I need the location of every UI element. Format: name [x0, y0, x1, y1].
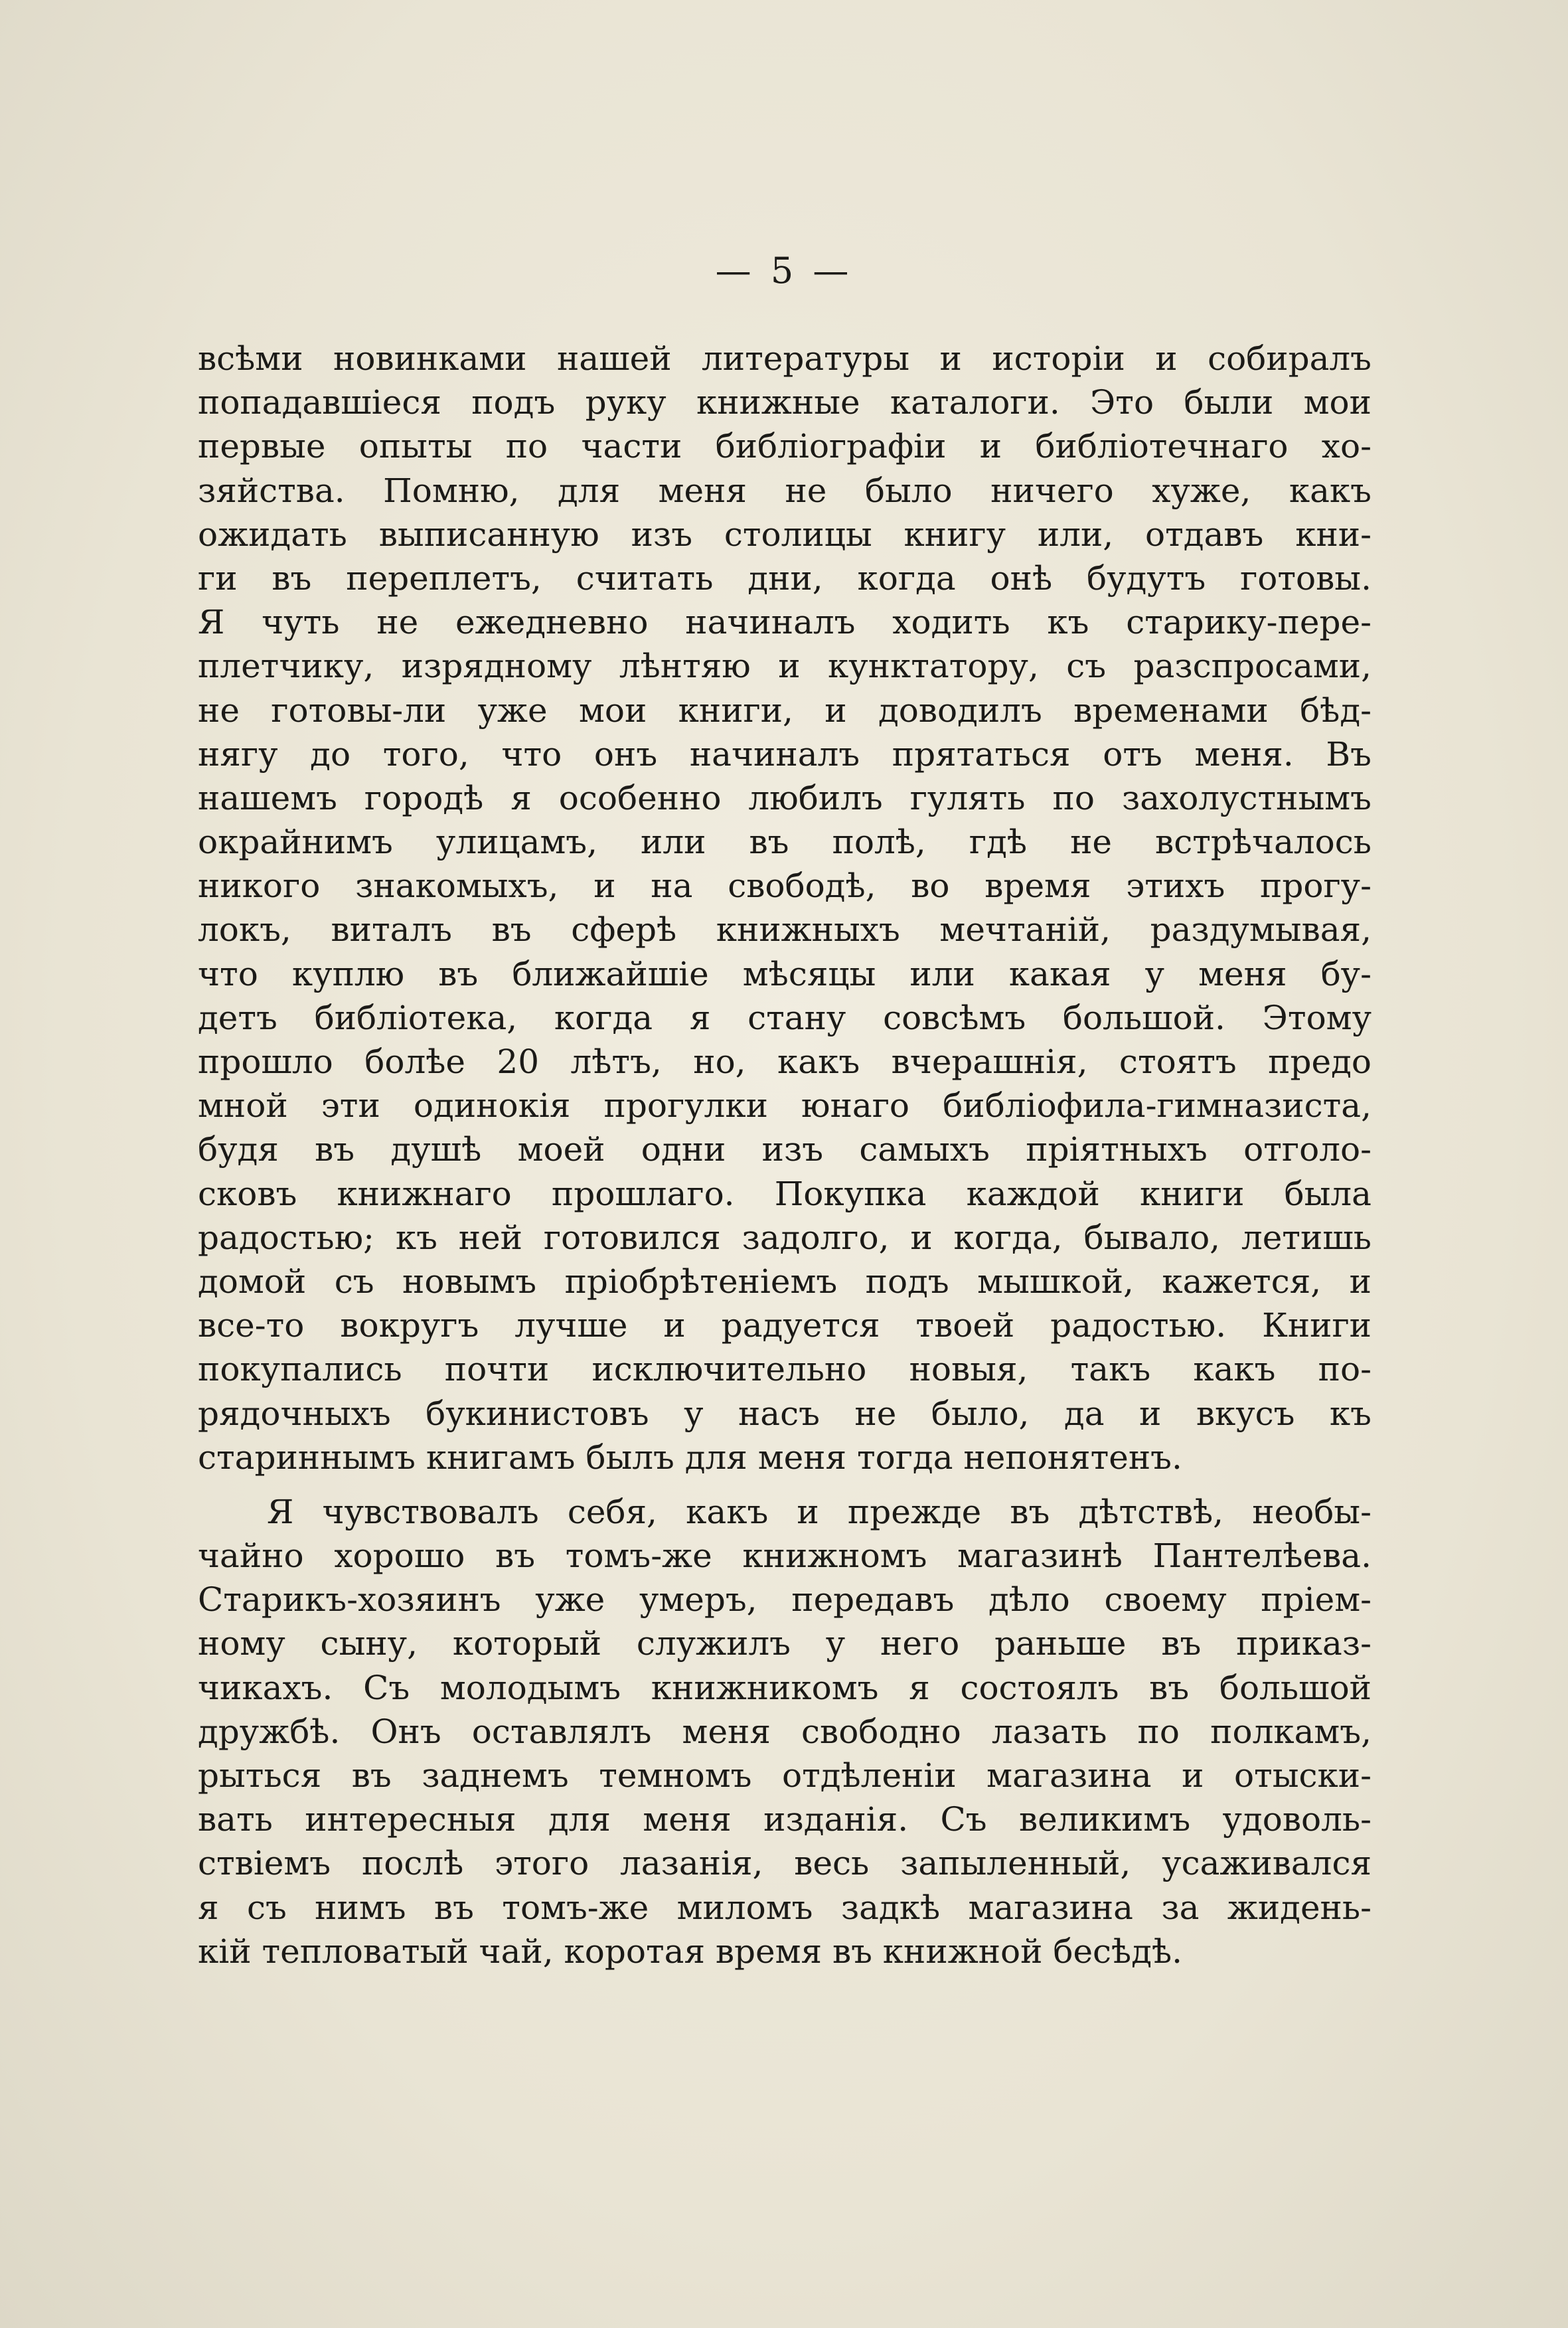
text-line: плетчику, изрядному лѣнтяю и кунктатору, съ разспросами,: [198, 647, 1372, 686]
text-line: локъ, виталъ въ сферѣ книжныхъ мечтаній, раздумывая,: [198, 910, 1372, 950]
text-line: стариннымъ книгамъ былъ для меня тогда непонятенъ.: [198, 1438, 1182, 1477]
text-line: не готовы-ли уже мои книги, и доводилъ временами бѣд-: [198, 691, 1372, 730]
page-number: — 5 —: [715, 250, 853, 291]
text-line: мной эти одинокія прогулки юнаго библіофила-гимназиста,: [198, 1086, 1372, 1125]
text-line: ожидать выписанную изъ столицы книгу или, отдавъ кни-: [198, 515, 1372, 554]
text-line: сковъ книжнаго прошлаго. Покупка каждой книги была: [198, 1174, 1372, 1213]
text-line: нашемъ городѣ я особенно любилъ гулять по захолустнымъ: [198, 778, 1372, 817]
text-line: Я чувствовалъ себя, какъ и прежде въ дѣтствѣ, необы-: [267, 1492, 1372, 1531]
text-line: ному сыну, который служилъ у него раньше въ приказ-: [198, 1624, 1372, 1663]
text-line: окрайнимъ улицамъ, или въ полѣ, гдѣ не встрѣчалось: [198, 823, 1372, 862]
text-line: чайно хорошо въ томъ-же книжномъ магазинѣ Пантелѣева.: [198, 1537, 1372, 1576]
text-line: первые опыты по части библіографіи и библіотечнаго хо-: [198, 427, 1372, 466]
text-line: никого знакомыхъ, и на свободѣ, во время этихъ прогу-: [198, 867, 1372, 906]
paragraph-2: [198, 1490, 1372, 1973]
text-line: кій тепловатый чай, коротая время въ книжной бесѣдѣ.: [198, 1932, 1183, 1971]
text-line: рыться въ заднемъ темномъ отдѣленіи магазина и отыски-: [198, 1756, 1372, 1795]
text-line: ствіемъ послѣ этого лазанія, весь запыленный, усаживался: [198, 1844, 1372, 1883]
text-line: детъ библіотека, когда я стану совсѣмъ большой. Этому: [198, 998, 1372, 1037]
text-line: домой съ новымъ пріобрѣтеніемъ подъ мышкой, кажется, и: [198, 1262, 1372, 1301]
text-line: Старикъ-хозяинъ уже умеръ, передавъ дѣло своему пріем-: [198, 1580, 1372, 1620]
text-line: ги въ переплетъ, считать дни, когда онѣ будутъ готовы.: [198, 558, 1372, 598]
text-line: вать интересныя для меня изданія. Съ великимъ удоволь-: [198, 1800, 1372, 1839]
paragraph-1: [198, 337, 1372, 1479]
text-line: чикахъ. Съ молодымъ книжникомъ я состоялъ въ большой: [198, 1668, 1372, 1707]
text-line: покупались почти исключительно новыя, такъ какъ по-: [198, 1350, 1372, 1389]
body-text: [198, 337, 1372, 1973]
text-line: всѣми новинками нашей литературы и исторіи и собиралъ: [198, 339, 1372, 378]
text-line: попадавшіеся подъ руку книжные каталоги. Это были мои: [198, 383, 1372, 422]
text-line: зяйства. Помню, для меня не было ничего хуже, какъ: [198, 471, 1372, 510]
text-line: Я чуть не ежедневно начиналъ ходить къ старику-пере-: [198, 603, 1372, 642]
text-line: все-то вокругъ лучше и радуется твоей радостью. Книги: [198, 1306, 1372, 1345]
text-line: я съ нимъ въ томъ-же миломъ задкѣ магазина за жидень-: [198, 1888, 1372, 1927]
text-line: дружбѣ. Онъ оставлялъ меня свободно лазать по полкамъ,: [198, 1712, 1372, 1751]
text-line: радостью; къ ней готовился задолго, и когда, бывало, летишь: [198, 1218, 1372, 1257]
paragraph-gap: [198, 1479, 1372, 1490]
text-line: что куплю въ ближайшіе мѣсяцы или какая у меня бу-: [198, 954, 1372, 993]
text-line: прошло болѣе 20 лѣтъ, но, какъ вчерашнія, стоятъ предо: [198, 1042, 1372, 1081]
text-line: рядочныхъ букинистовъ у насъ не было, да и вкусъ къ: [198, 1394, 1372, 1433]
text-line: будя въ душѣ моей одни изъ самыхъ пріятныхъ отголо-: [198, 1130, 1372, 1169]
text-line: нягу до того, что онъ начиналъ прятаться отъ меня. Въ: [198, 734, 1372, 774]
